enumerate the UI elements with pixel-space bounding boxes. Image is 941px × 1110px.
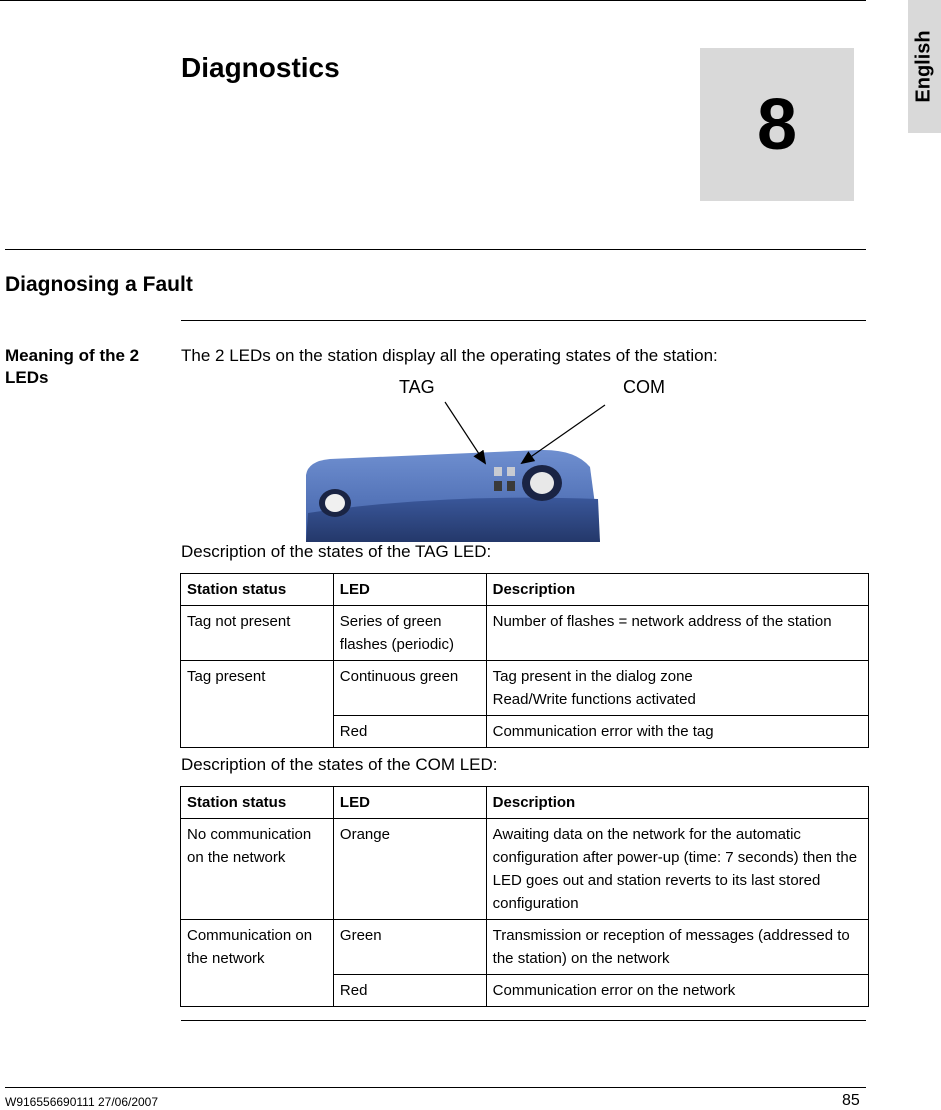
table-header-row xyxy=(181,787,869,819)
table-row xyxy=(181,819,869,920)
chapter-title: Diagnostics xyxy=(181,52,340,83)
header-led: LED xyxy=(333,574,486,606)
cell-description: Number of flashes = network address of the station xyxy=(486,606,868,661)
intro-text: The 2 LEDs on the station display all the operating states of the station: xyxy=(181,346,718,365)
com-label: COM xyxy=(623,377,665,397)
cell-description: Tag present in the dialog zone Read/Write functions activated xyxy=(486,661,868,716)
table-row xyxy=(181,606,869,661)
cell-description: Awaiting data on the network for the automatic configuration after power-up (time: 7 seconds) then the LED goes out and station reverts to its last stored configuration xyxy=(486,819,868,920)
section-title: Diagnosing a Fault xyxy=(5,273,193,296)
footer-rule xyxy=(5,1087,866,1088)
cell-description: Communication error with the tag xyxy=(486,716,868,748)
cell-status: Tag present xyxy=(181,661,334,748)
chapter-number: 8 xyxy=(756,84,798,165)
end-rule xyxy=(181,1020,866,1021)
com-arrow xyxy=(522,405,605,463)
header-station-status: Station status xyxy=(181,574,334,606)
tag-led-table xyxy=(180,573,869,748)
cell-status: Tag not present xyxy=(181,606,334,661)
header-led: LED xyxy=(333,787,486,819)
tag-arrow xyxy=(445,402,485,463)
side-label: Meaning of the 2 LEDs xyxy=(5,346,140,387)
language-tab-label: English xyxy=(913,30,936,103)
table-row xyxy=(181,661,869,716)
header-description: Description xyxy=(486,787,868,819)
cell-led: Orange xyxy=(333,819,486,920)
tag-table-caption: Description of the states of the TAG LED: xyxy=(181,542,492,561)
page-number: 85 xyxy=(842,1092,860,1109)
cell-description: Transmission or reception of messages (addressed to the station) on the network xyxy=(486,920,868,975)
footer-doc-ref: W916556690111 27/06/2007 xyxy=(5,1095,159,1109)
cell-description: Communication error on the network xyxy=(486,975,868,1007)
header-description: Description xyxy=(486,574,868,606)
cell-led: Red xyxy=(333,975,486,1007)
com-led-table xyxy=(180,786,869,1007)
tag-label: TAG xyxy=(399,377,435,397)
header-station-status: Station status xyxy=(181,787,334,819)
com-table-caption: Description of the states of the COM LED: xyxy=(181,755,498,774)
cell-status: Communication on the network xyxy=(181,920,334,1007)
cell-status: No communication on the network xyxy=(181,819,334,920)
cell-led: Continuous green xyxy=(333,661,486,716)
cell-led: Red xyxy=(333,716,486,748)
table-header-row xyxy=(181,574,869,606)
cell-led: Green xyxy=(333,920,486,975)
cell-led: Series of green flashes (periodic) xyxy=(333,606,486,661)
table-row xyxy=(181,920,869,975)
